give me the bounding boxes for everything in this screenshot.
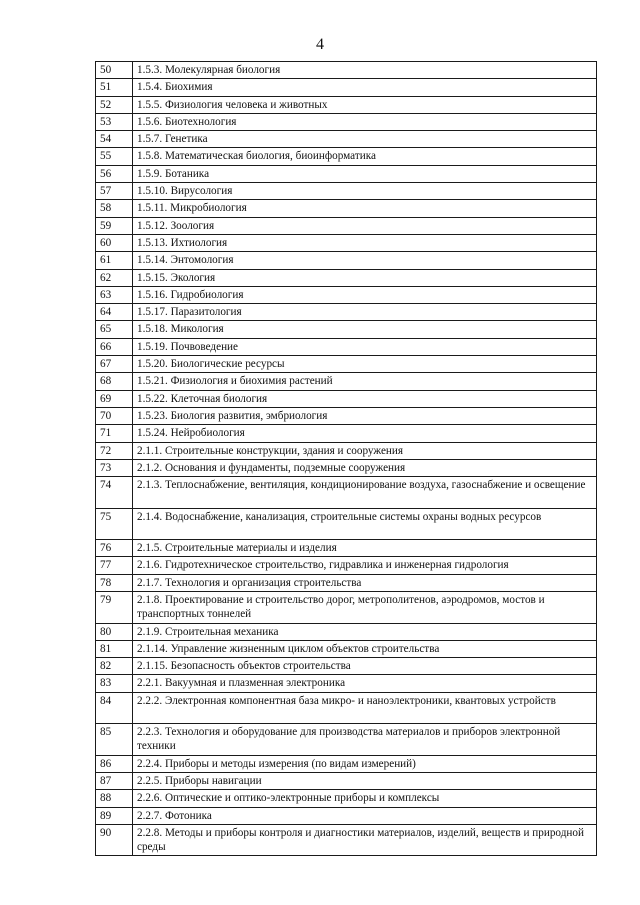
row-number: 86: [96, 755, 133, 772]
row-number: 76: [96, 540, 133, 557]
table-row: [96, 574, 597, 591]
row-number: 51: [96, 79, 133, 96]
table-row: [96, 252, 597, 269]
table-row: [96, 773, 597, 790]
row-text: 1.5.4. Биохимия: [133, 79, 597, 96]
table-row: [96, 165, 597, 182]
row-text: 1.5.17. Паразитология: [133, 304, 597, 321]
row-number: 70: [96, 407, 133, 424]
row-text: 2.1.1. Строительные конструкции, здания и сооружения: [133, 442, 597, 459]
table-row: [96, 477, 597, 509]
row-number: 63: [96, 286, 133, 303]
table-row: [96, 113, 597, 130]
row-text: 2.1.3. Теплоснабжение, вентиляция, кондиционирование воздуха, газоснабжение и освещение: [133, 477, 597, 509]
row-text: 1.5.18. Микология: [133, 321, 597, 338]
row-text: 1.5.5. Физиология человека и животных: [133, 96, 597, 113]
row-number: 66: [96, 338, 133, 355]
row-number: 59: [96, 217, 133, 234]
row-number: 88: [96, 790, 133, 807]
row-text: 1.5.11. Микробиология: [133, 200, 597, 217]
table-row: [96, 62, 597, 79]
row-text: 1.5.14. Энтомология: [133, 252, 597, 269]
row-number: 78: [96, 574, 133, 591]
row-number: 68: [96, 373, 133, 390]
row-number: 65: [96, 321, 133, 338]
table-row: [96, 304, 597, 321]
row-text: 1.5.16. Гидробиология: [133, 286, 597, 303]
row-number: 64: [96, 304, 133, 321]
row-number: 81: [96, 640, 133, 657]
table-row: [96, 373, 597, 390]
table-row: [96, 321, 597, 338]
row-number: 75: [96, 508, 133, 540]
row-text: 1.5.9. Ботаника: [133, 165, 597, 182]
row-text: 2.1.9. Строительная механика: [133, 623, 597, 640]
row-number: 90: [96, 824, 133, 856]
table-row: [96, 183, 597, 200]
row-text: 2.1.6. Гидротехническое строительство, гидравлика и инженерная гидрология: [133, 557, 597, 574]
table-row: [96, 217, 597, 234]
row-text: 2.1.7. Технология и организация строительства: [133, 574, 597, 591]
row-number: 69: [96, 390, 133, 407]
row-number: 83: [96, 675, 133, 692]
row-text: 1.5.8. Математическая биология, биоинформатика: [133, 148, 597, 165]
table-row: [96, 540, 597, 557]
row-number: 73: [96, 459, 133, 476]
row-number: 58: [96, 200, 133, 217]
row-text: 2.1.5. Строительные материалы и изделия: [133, 540, 597, 557]
row-number: 62: [96, 269, 133, 286]
row-number: 80: [96, 623, 133, 640]
row-text: 2.1.4. Водоснабжение, канализация, строительные системы охраны водных ресурсов: [133, 508, 597, 540]
table-row: [96, 286, 597, 303]
row-number: 84: [96, 692, 133, 724]
row-text: 1.5.6. Биотехнология: [133, 113, 597, 130]
table-row: [96, 338, 597, 355]
table-row: [96, 459, 597, 476]
table-row: [96, 425, 597, 442]
table-row: [96, 96, 597, 113]
row-number: 77: [96, 557, 133, 574]
row-number: 54: [96, 131, 133, 148]
table-row: [96, 807, 597, 824]
table-row: [96, 148, 597, 165]
table-row: [96, 623, 597, 640]
row-number: 74: [96, 477, 133, 509]
row-text: 2.2.8. Методы и приборы контроля и диагностики материалов, изделий, веществ и природной среды: [133, 824, 597, 856]
table-row: [96, 675, 597, 692]
row-text: 1.5.20. Биологические ресурсы: [133, 356, 597, 373]
row-number: 52: [96, 96, 133, 113]
row-text: 2.1.8. Проектирование и строительство дорог, метрополитенов, аэродромов, мостов и транспортных тоннелей: [133, 592, 597, 624]
table-row: [96, 269, 597, 286]
row-text: 1.5.7. Генетика: [133, 131, 597, 148]
row-text: 2.2.2. Электронная компонентная база микро- и наноэлектроники, квантовых устройств: [133, 692, 597, 724]
table-row: [96, 234, 597, 251]
table-row: [96, 390, 597, 407]
row-text: 1.5.24. Нейробиология: [133, 425, 597, 442]
row-text: 2.1.15. Безопасность объектов строительства: [133, 658, 597, 675]
row-number: 60: [96, 234, 133, 251]
row-text: 1.5.3. Молекулярная биология: [133, 62, 597, 79]
row-text: 1.5.12. Зоология: [133, 217, 597, 234]
page-number: 4: [316, 36, 324, 53]
row-text: 1.5.19. Почвоведение: [133, 338, 597, 355]
row-number: 72: [96, 442, 133, 459]
row-number: 50: [96, 62, 133, 79]
table-row: [96, 592, 597, 624]
table-row: [96, 407, 597, 424]
row-number: 85: [96, 724, 133, 756]
row-number: 57: [96, 183, 133, 200]
row-text: 2.2.3. Технология и оборудование для производства материалов и приборов электронной техники: [133, 724, 597, 756]
table-row: [96, 692, 597, 724]
row-text: 2.1.14. Управление жизненным циклом объектов строительства: [133, 640, 597, 657]
row-number: 89: [96, 807, 133, 824]
row-text: 2.2.1. Вакуумная и плазменная электроника: [133, 675, 597, 692]
table-row: [96, 200, 597, 217]
row-number: 87: [96, 773, 133, 790]
table-row: [96, 824, 597, 856]
specialties-table: [95, 61, 597, 856]
row-text: 2.2.5. Приборы навигации: [133, 773, 597, 790]
table-row: [96, 356, 597, 373]
table-row: [96, 724, 597, 756]
row-text: 2.2.4. Приборы и методы измерения (по видам измерений): [133, 755, 597, 772]
table-row: [96, 640, 597, 657]
row-text: 2.2.7. Фотоника: [133, 807, 597, 824]
row-text: 2.1.2. Основания и фундаменты, подземные сооружения: [133, 459, 597, 476]
table-row: [96, 658, 597, 675]
table-row: [96, 755, 597, 772]
table-row: [96, 557, 597, 574]
row-text: 1.5.23. Биология развития, эмбриология: [133, 407, 597, 424]
row-number: 82: [96, 658, 133, 675]
row-number: 79: [96, 592, 133, 624]
row-number: 53: [96, 113, 133, 130]
row-number: 61: [96, 252, 133, 269]
table-row: [96, 79, 597, 96]
row-text: 1.5.21. Физиология и биохимия растений: [133, 373, 597, 390]
row-text: 1.5.10. Вирусология: [133, 183, 597, 200]
row-number: 71: [96, 425, 133, 442]
table-row: [96, 442, 597, 459]
row-number: 55: [96, 148, 133, 165]
table-row: [96, 790, 597, 807]
row-text: 1.5.15. Экология: [133, 269, 597, 286]
table-row: [96, 508, 597, 540]
table-row: [96, 131, 597, 148]
row-number: 67: [96, 356, 133, 373]
row-text: 2.2.6. Оптические и оптико-электронные приборы и комплексы: [133, 790, 597, 807]
row-number: 56: [96, 165, 133, 182]
row-text: 1.5.22. Клеточная биология: [133, 390, 597, 407]
row-text: 1.5.13. Ихтиология: [133, 234, 597, 251]
